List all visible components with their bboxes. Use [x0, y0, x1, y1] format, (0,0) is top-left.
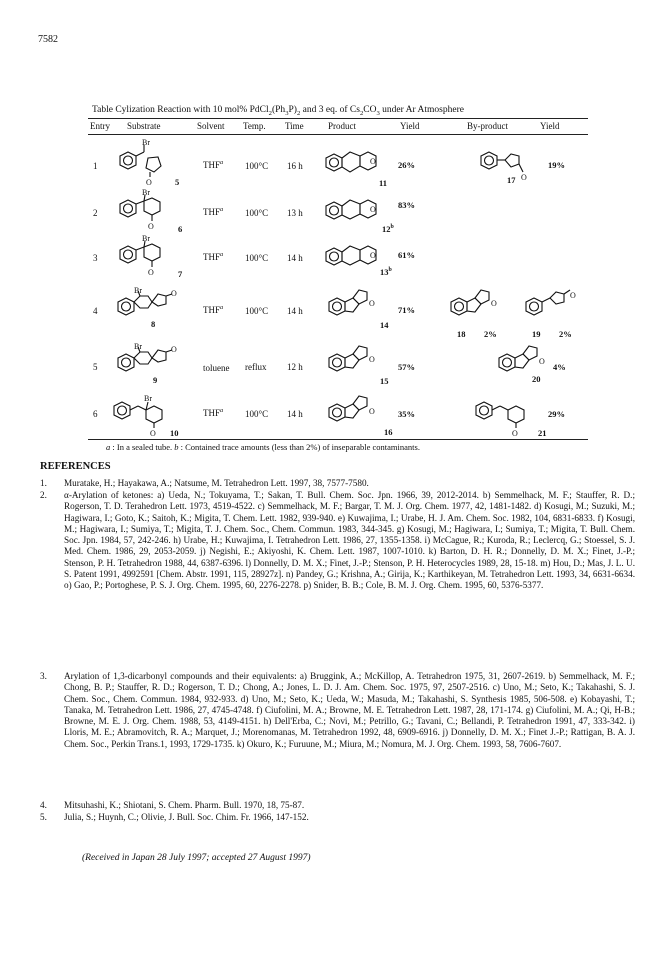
yield-value: 71% — [398, 305, 415, 315]
time: 16 h — [287, 161, 303, 171]
substrate-structure — [112, 234, 182, 280]
entry-number: 5 — [93, 362, 98, 372]
svg-text:O: O — [150, 429, 156, 438]
table-header-rule — [88, 134, 588, 135]
time: 14 h — [287, 306, 303, 316]
solvent: THF$^a$ — [203, 206, 224, 217]
references-heading: REFERENCES — [40, 461, 111, 472]
yield-value: 83% — [398, 200, 415, 210]
yield-value: 35% — [398, 409, 415, 419]
substrate-structure — [112, 286, 182, 326]
header-substrate: Substrate — [127, 121, 161, 131]
entry-number: 2 — [93, 208, 98, 218]
svg-text:O: O — [570, 291, 576, 300]
entry-number: 3 — [93, 253, 98, 263]
temperature: 100°C — [245, 161, 269, 171]
svg-text:O: O — [512, 429, 518, 438]
svg-text:Br: Br — [144, 394, 152, 403]
table-top-rule — [88, 118, 588, 119]
header-temp: Temp. — [243, 121, 266, 131]
header-byproduct-yield: Yield — [540, 121, 560, 131]
substrate-label: 8 — [151, 319, 156, 329]
substrate-label: 5 — [175, 177, 180, 187]
temperature: 100°C — [245, 208, 269, 218]
time: 14 h — [287, 253, 303, 263]
svg-text:O: O — [370, 251, 376, 260]
time: 13 h — [287, 208, 303, 218]
product-label: 11 — [379, 178, 388, 188]
product-label: 12$^b$ — [382, 224, 394, 234]
byproduct-label: 17 — [507, 175, 516, 185]
substrate-structure — [112, 188, 182, 234]
substrate-label: 6 — [178, 224, 183, 234]
svg-text:O: O — [148, 222, 154, 231]
solvent: THF$^a$ — [203, 251, 224, 262]
svg-text:Br: Br — [134, 286, 142, 295]
byproduct-structure — [520, 284, 590, 326]
solvent: THF$^a$ — [203, 304, 224, 315]
product-label: 16 — [384, 427, 393, 437]
svg-text:Br: Br — [142, 234, 150, 243]
yield-value: 57% — [398, 362, 415, 372]
svg-text:O: O — [369, 299, 375, 308]
reference-item: 1. Muratake, H.; Hayakawa, A.; Natsume, M. Tetrahedron Lett. 1997, 38, 7577-7580. — [40, 478, 369, 488]
byproduct-yield: 2% — [559, 329, 572, 339]
byproduct-structure — [447, 284, 507, 326]
svg-text:Br: Br — [134, 342, 142, 351]
header-solvent: Solvent — [197, 121, 225, 131]
byproduct-yield: 2% — [484, 329, 497, 339]
substrate-structure — [112, 342, 182, 382]
product-structure — [320, 142, 390, 182]
svg-text:O: O — [370, 205, 376, 214]
svg-text:Br: Br — [142, 188, 150, 197]
byproduct-yield: 4% — [553, 362, 566, 372]
svg-text:O: O — [369, 407, 375, 416]
product-label: 14 — [380, 320, 389, 330]
yield-value: 61% — [398, 250, 415, 260]
substrate-label: 10 — [170, 428, 179, 438]
reference-item: 4. Mitsuhashi, K.; Shiotani, S. Chem. Pharm. Bull. 1970, 18, 75-87. — [40, 800, 305, 810]
header-time: Time — [285, 121, 304, 131]
svg-text:O: O — [171, 289, 177, 298]
svg-text:O: O — [369, 355, 375, 364]
header-product: Product — [328, 121, 356, 131]
solvent: THF$^a$ — [203, 407, 224, 418]
time: 12 h — [287, 362, 303, 372]
product-structure — [325, 390, 395, 432]
svg-text:O: O — [148, 268, 154, 277]
time: 14 h — [287, 409, 303, 419]
svg-text:O: O — [539, 357, 545, 366]
svg-text:O: O — [171, 345, 177, 354]
byproduct-label: 19 — [532, 329, 541, 339]
header-yield: Yield — [400, 121, 420, 131]
entry-number: 4 — [93, 306, 98, 316]
svg-text:O: O — [491, 299, 497, 308]
temperature: 100°C — [245, 306, 269, 316]
table-footnote: a : In a sealed tube. b : Contained trace amounts (less than 2%) of inseparable contaminants. — [106, 442, 420, 452]
temperature: reflux — [245, 362, 267, 372]
temperature: 100°C — [245, 253, 269, 263]
solvent: THF$^a$ — [203, 159, 224, 170]
reference-item: 3. Arylation of 1,3-dicarbonyl compounds and their equivalents: a) Bruggink, A.; McKillop, A. Tetrahedron 1975, 31, 2607-2619. b) Semmelhack, M. F.; Chong, B. P.; Stauffer, R. D.; Rogerson, T. D.; Chong, A.; Jones, L. D. J. Am. Chem. Soc. 1975, 97, 2507-2516. c) Uno, M.; Seto, K.; Takahashi, S. J. Chem. Soc., Chem. Commun. 1984, 932-933. d) Uno, M.; Seto, K.; Ueda, W.; Masuda, M.; Takahashi, S. Synthesis 1985, 506-508. e) Kobayashi, T.; Tanaka, M. Tetrahedron Lett. 1986, 27, 4745-4748. f) Ciufolini, M. A.; Browne, M. E. Tetrahedron Lett. 1987, 28, 171-174. g) Ciufolini, M. A.; Qi, H-B.; Browne, M. E. J. Org. Chem. 1988, 53, 4149-4151. h) Dell'Erba, C.; Novi, M.; Petrillo, G.; Tavani, C.; Bellandi, P. Tetrahedron 1991, 47, 333-342. i) Lloris, M. E.; Abramovitch, R. A.; Marquet, J.; Morenomanas, M. Tetrahedron 1992, 48, 6909-6916. j) Donnelly, D. M. X.; Finet J.-P.; Rattigan, B. A. J. Chem. Soc., Perkin Trans.1, 1993, 1729-1735. k) Okuro, K.; Furuune, M.; Miura, M.; Nomura, M. J. Org. Chem. 1993, 58, 7606-7607. — [40, 671, 635, 749]
svg-text:O: O — [521, 173, 527, 182]
svg-text:O: O — [146, 178, 152, 187]
substrate-structure — [112, 138, 182, 187]
table-bottom-rule — [88, 439, 588, 440]
byproduct-label: 18 — [457, 329, 466, 339]
substrate-label: 7 — [178, 269, 183, 279]
byproduct-label: 20 — [532, 374, 541, 384]
entry-number: 1 — [93, 161, 98, 171]
header-entry: Entry — [90, 121, 110, 131]
table-caption: Table Cylization Reaction with 10 mol% $PdCl_2(Ph_3P)_2$ and 3 eq. of $Cs_2CO_3$ under Ar Atmosphere — [92, 105, 464, 117]
svg-text:Br: Br — [142, 138, 150, 147]
temperature: 100°C — [245, 409, 269, 419]
svg-text:O: O — [370, 157, 376, 166]
header-byproduct: By-product — [467, 121, 508, 131]
page-number: 7582 — [38, 34, 58, 45]
byproduct-label: 21 — [538, 428, 547, 438]
product-label: 15 — [380, 376, 389, 386]
substrate-label: 9 — [153, 375, 158, 385]
byproduct-structure — [495, 340, 555, 380]
reference-item: 2. α-Arylation of ketones: a) Ueda, N.; Tokuyama, T.; Sakan, T. Bull. Chem. Soc. Jpn. 1966, 39, 2012-2014. b) Semmelhack, M. F.; Stauffer, R. D.; Rogerson, T. D. Terahedron Lett. 1973, 4519-4522. c) Semmelhack, M. F.; Bargar, T. M. J. Org. Chem. 1977, 42, 1481-1482. d) Kosugi, M.; Suzuki, M.; Hagiwara, I.; Goto, K.; Saitoh, K.; Migita, T. Chem. Lett. 1982, 939-940. e) Kuwajima, I.; Urabe, H. J. Am. Chem. Soc. 1982, 104, 6831-6833. f) Kosugi, M.; Hagiwara, I.; Sumiya, T.; Migita, T. J. Chem. Soc., Chem. Commun. 1983, 344-345. g) Kosugi, M.; Hagiwara, I.; Sumiya, T.; Migita, T. Bull. Chem. Soc. Jpn. 1984, 57, 242-246. h) Urabe, H.; Kuwajima, I. Tetrahedron Lett. 1986, 27, 1355-1358. i) McCague, R.; Kuroda, R.; Leclercq, G.; Stoessel, S. J. Med. Chem. 1986, 29, 2053-2059. j) Negishi, E.; Akiyoshi, K. Chem. Lett. 1987, 1007-1010. k) Barton, D. H. R.; Donnelly, D. M. X.; Finet, J.-P.; Stenson, P. H. Tetrahedron 1988, 44, 6387-6396. l) Donnelly, D. M. X.; Finet, J.-P.; Stenson, P. H. Heterocycles 1989, 28, 15-18. m) Hou, D.; Mas, J. L. U. S. Patent 1991, 4992591 [Chem. Abstr. 1991, 115, 28927z]. n) Pandey, G.; Krishna, A.; Girija, K.; Karthikeyan, M. Tetrahedron Lett. 1993, 34, 6631-6634. o) Gao, P.; Portoghese, P. S. J. Org. Chem. 1995, 60, 2276-2278. p) Snider, B. B.; Cole, B. M. J. Org. Chem. 1995, 60, 5376-5377. — [40, 490, 635, 591]
yield-value: 26% — [398, 160, 415, 170]
reference-item: 5. Julia, S.; Huynh, C.; Olivie, J. Bull. Soc. Chim. Fr. 1966, 147-152. — [40, 812, 309, 822]
byproduct-yield: 19% — [548, 160, 565, 170]
received-date: (Received in Japan 28 July 1997; accepted 27 August 1997) — [82, 853, 311, 863]
byproduct-yield: 29% — [548, 409, 565, 419]
entry-number: 6 — [93, 409, 98, 419]
solvent: toluene — [203, 363, 230, 373]
product-label: 13$^b$ — [380, 267, 392, 277]
